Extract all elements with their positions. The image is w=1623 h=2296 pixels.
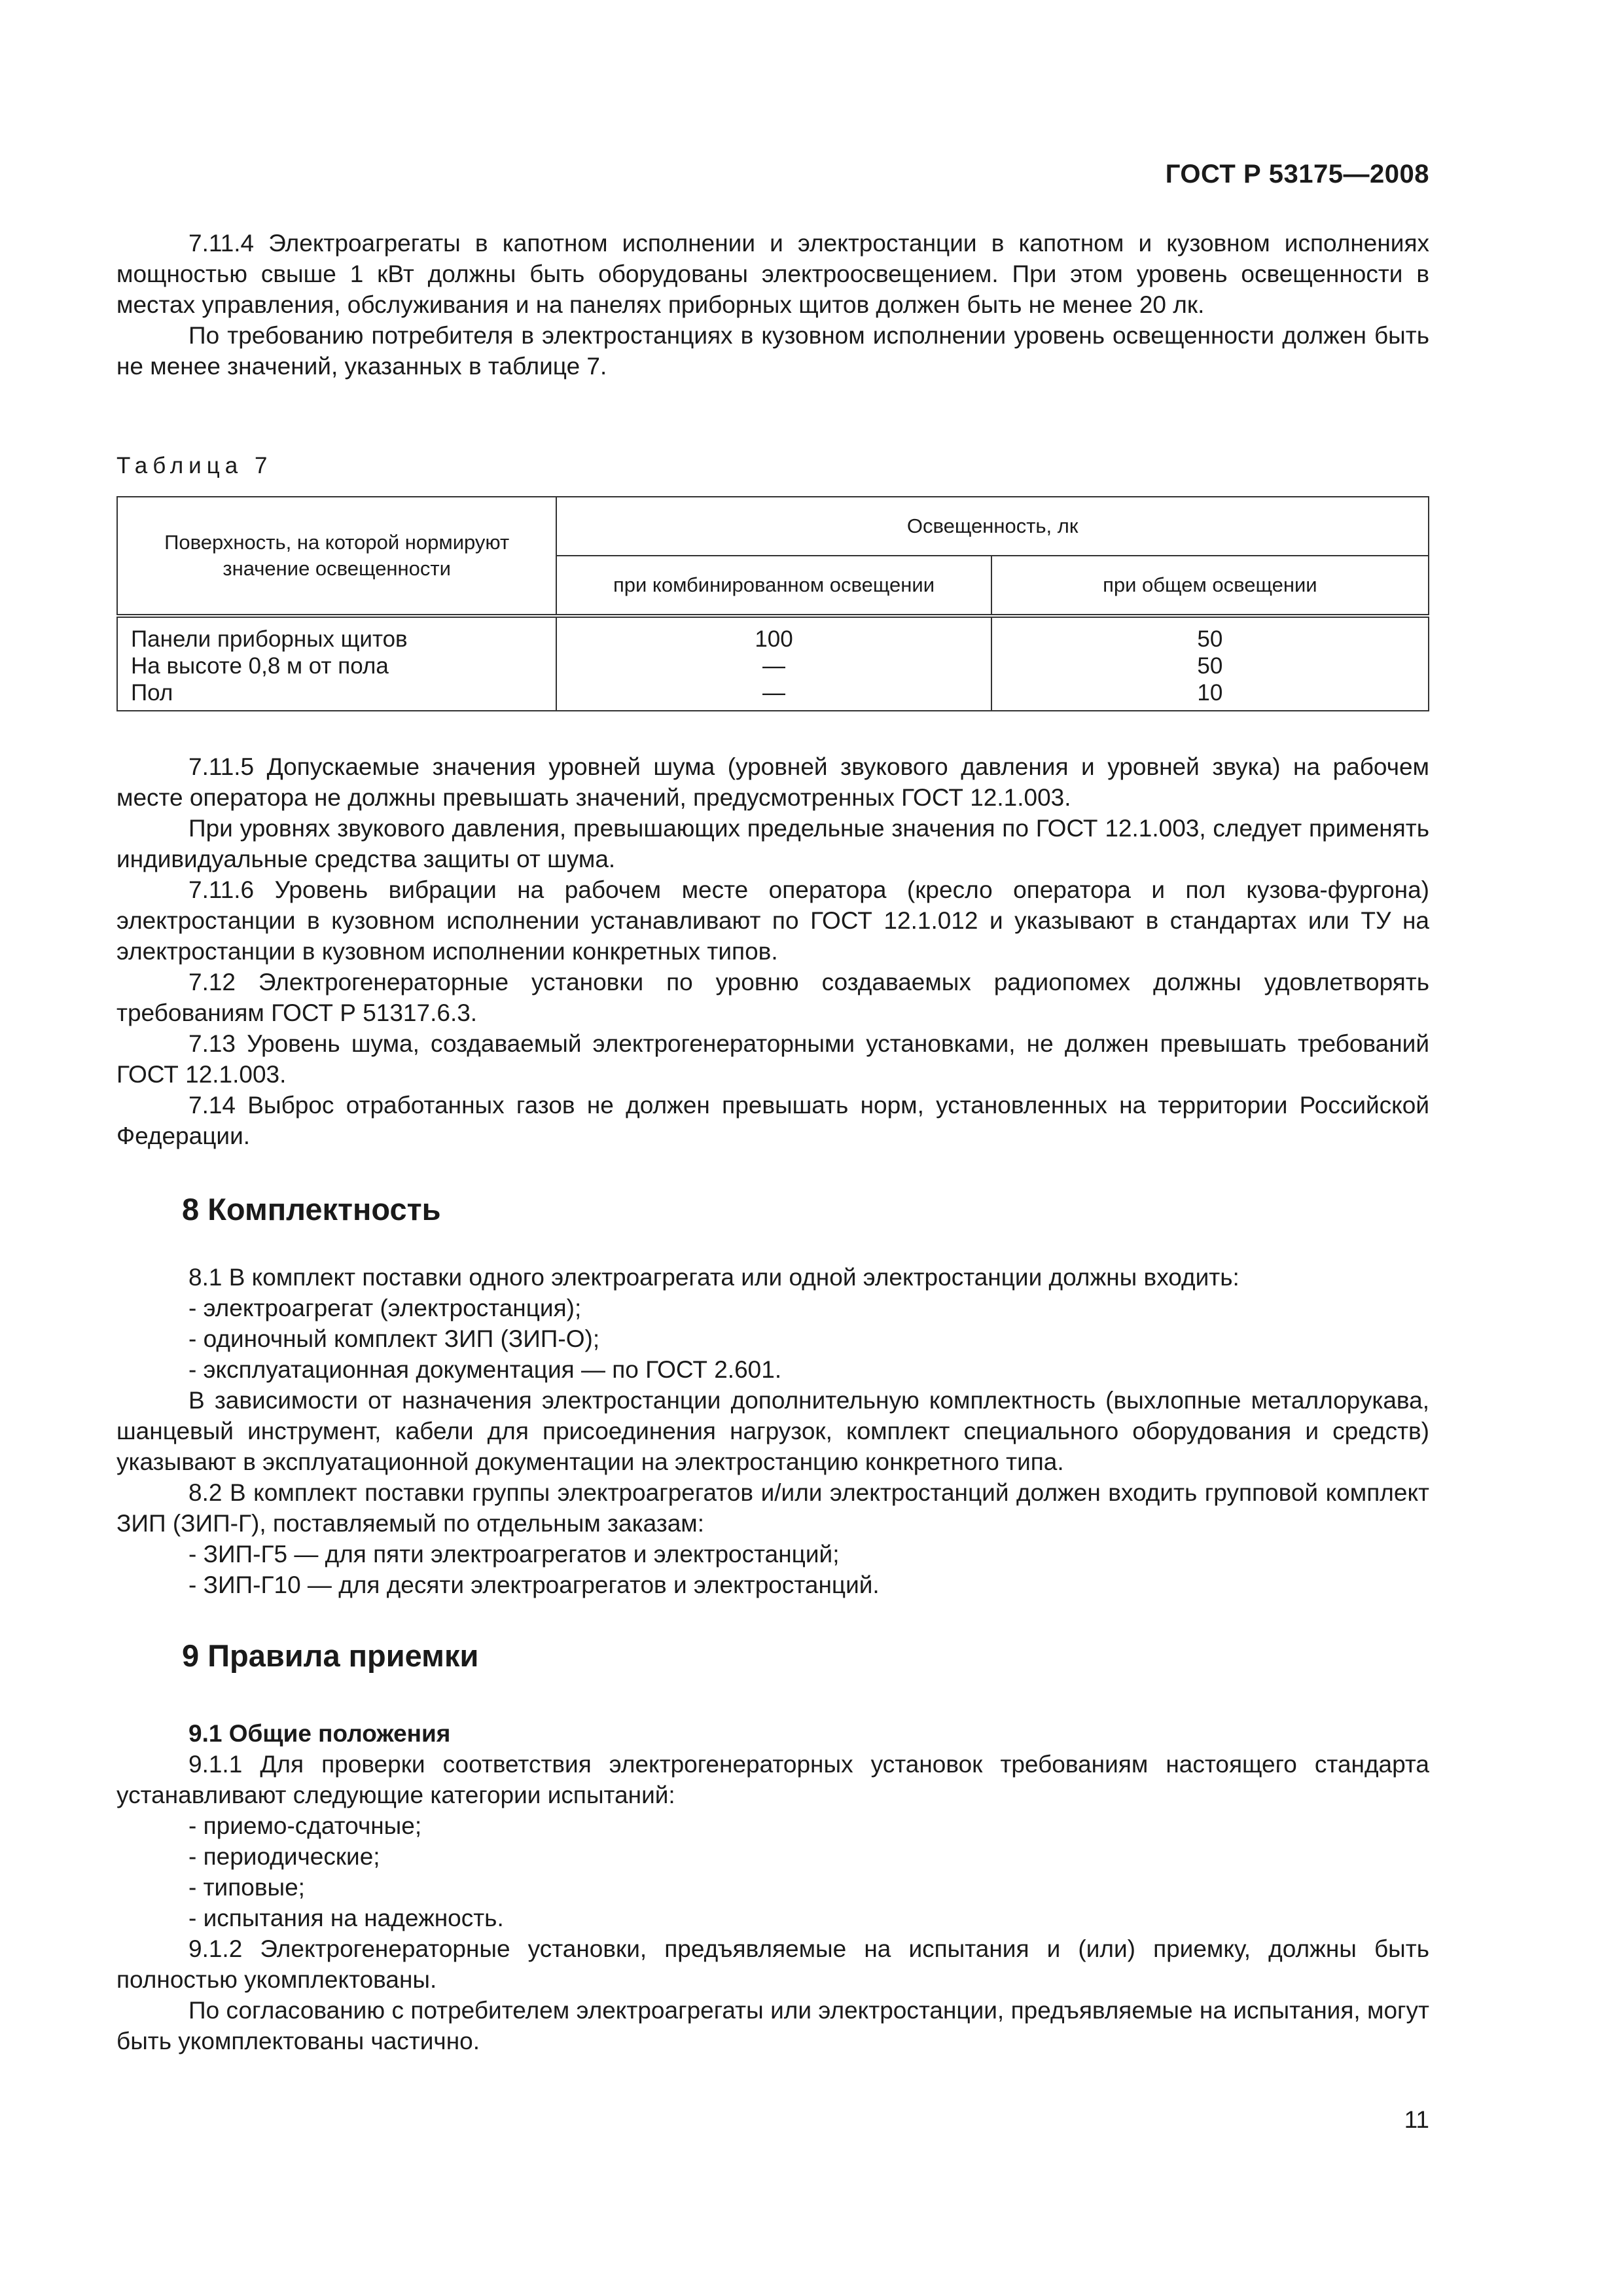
paragraph-7-11-6: 7.11.6 Уровень вибрации на рабочем месте оператора (кресло оператора и пол кузова-фургона) электростанции в кузовном исполнении устанавливают по ГОСТ 12.1.012 и указывают в стандартах или ТУ на электростанции в кузовном исполнении конкретных типов. — [116, 876, 1429, 965]
section-8-body — [116, 1262, 1429, 1600]
paragraph-7-11-5: 7.11.5 Допускаемые значения уровней шума (уровней звукового давления и уровней звука) на рабочем месте оператора не должны превышать значений, предусмотренных ГОСТ 12.1.003. — [116, 753, 1429, 811]
paragraph-7-13: 7.13 Уровень шума, создаваемый электрогенераторными установками, не должен превышать требований ГОСТ 12.1.003. — [116, 1030, 1429, 1088]
list-item: - типовые; — [188, 1874, 305, 1901]
cell-surface: На высоте 0,8 м от пола — [117, 653, 556, 679]
paragraph-7-11-4-consumer: По требованию потребителя в электростанциях в кузовном исполнении уровень освещенности должен быть не менее значений, указанных в таблице 7. — [116, 322, 1429, 380]
paragraph-7-12: 7.12 Электрогенераторные установки по уровню создаваемых радиопомех должны удовлетворять требованиям ГОСТ Р 51317.6.3. — [116, 969, 1429, 1026]
table-row — [117, 616, 1429, 653]
list-item: - ЗИП-Г10 — для десяти электроагрегатов и электростанций. — [188, 1571, 880, 1598]
list-item: - ЗИП-Г5 — для пяти электроагрегатов и электростанций; — [188, 1541, 840, 1568]
paragraph-8-1-additional: В зависимости от назначения электростанции дополнительную комплектность (выхлопные металлорукава, шанцевый инструмент, кабели для присоединения нагрузок, комплект специального оборудования и средств) указывают в эксплуатационной документации на электростанцию конкретного типа. — [116, 1387, 1429, 1475]
paragraph-8-1: 8.1 В комплект поставки одного электроагрегата или одной электростанции должны входить: — [188, 1264, 1240, 1291]
paragraph-9-1-1: 9.1.1 Для проверки соответствия электрогенераторных установок требованиям настоящего стандарта устанавливают следующие категории испытаний: — [116, 1751, 1429, 1808]
list-item: - электроагрегат (электростанция); — [188, 1295, 582, 1321]
paragraph-7-11-5-protection: При уровнях звукового давления, превышающих предельные значения по ГОСТ 12.1.003, следует применять индивидуальные средства защиты от шума. — [116, 815, 1429, 872]
page-number: 11 — [1404, 2106, 1429, 2133]
paragraph-8-2: 8.2 В комплект поставки группы электроагрегатов и/или электростанций должен входить групповой комплект ЗИП (ЗИП-Г), поставляемый по отдельным заказам: — [116, 1479, 1429, 1537]
list-item: - одиночный комплект ЗИП (ЗИП-О); — [188, 1325, 600, 1352]
table-row — [117, 653, 1429, 679]
cell-combined: — — [556, 653, 991, 679]
paragraph-9-1-2: 9.1.2 Электрогенераторные установки, предъявляемые на испытания и (или) приемку, должны быть полностью укомплектованы. — [116, 1935, 1429, 1993]
cell-surface: Панели приборных щитов — [117, 616, 556, 653]
section-7-remaining — [116, 751, 1429, 1151]
cell-surface: Пол — [117, 679, 556, 711]
header-illuminance: Освещенность, лк — [556, 497, 1429, 556]
cell-combined: 100 — [556, 616, 991, 653]
section-9-body — [116, 1718, 1429, 2056]
paragraph-7-14: 7.14 Выброс отработанных газов не должен превышать норм, установленных на территории Российской Федерации. — [116, 1092, 1429, 1149]
table-7 — [116, 496, 1429, 711]
header-combined-lighting: при комбинированном освещении — [556, 556, 991, 616]
cell-general: 50 — [991, 616, 1429, 653]
list-item: - приемо-сдаточные; — [188, 1812, 422, 1839]
paragraph-7-11-4: 7.11.4 Электроагрегаты в капотном исполнении и электростанции в капотном и кузовном исполнениях мощностью свыше 1 кВт должны быть оборудованы электроосвещением. При этом уровень освещенности в местах управления, обслуживания и на панелях приборных щитов должен быть не менее 20 лк. — [116, 230, 1429, 318]
table-caption: Таблица 7 — [116, 453, 273, 478]
section-8-heading: 8 Комплектность — [182, 1192, 441, 1227]
subsection-9-1-heading: 9.1 Общие положения — [188, 1720, 451, 1747]
list-item: - испытания на надежность. — [188, 1905, 504, 1931]
cell-combined: — — [556, 679, 991, 711]
cell-general: 50 — [991, 653, 1429, 679]
table-row — [117, 679, 1429, 711]
section-9-heading: 9 Правила приемки — [182, 1638, 479, 1673]
document-id: ГОСТ Р 53175—2008 — [1165, 160, 1429, 188]
list-item: - эксплуатационная документация — по ГОСТ 2.601. — [188, 1356, 782, 1383]
cell-general: 10 — [991, 679, 1429, 711]
section-7-11-4 — [116, 228, 1429, 382]
paragraph-9-1-2-partial: По согласованию с потребителем электроагрегаты или электростанции, предъявляемые на испытания, могут быть укомплектованы частично. — [116, 1997, 1429, 2054]
header-surface: Поверхность, на которой нормируют значение освещенности — [117, 497, 556, 616]
header-general-lighting: при общем освещении — [991, 556, 1429, 616]
list-item: - периодические; — [188, 1843, 380, 1870]
